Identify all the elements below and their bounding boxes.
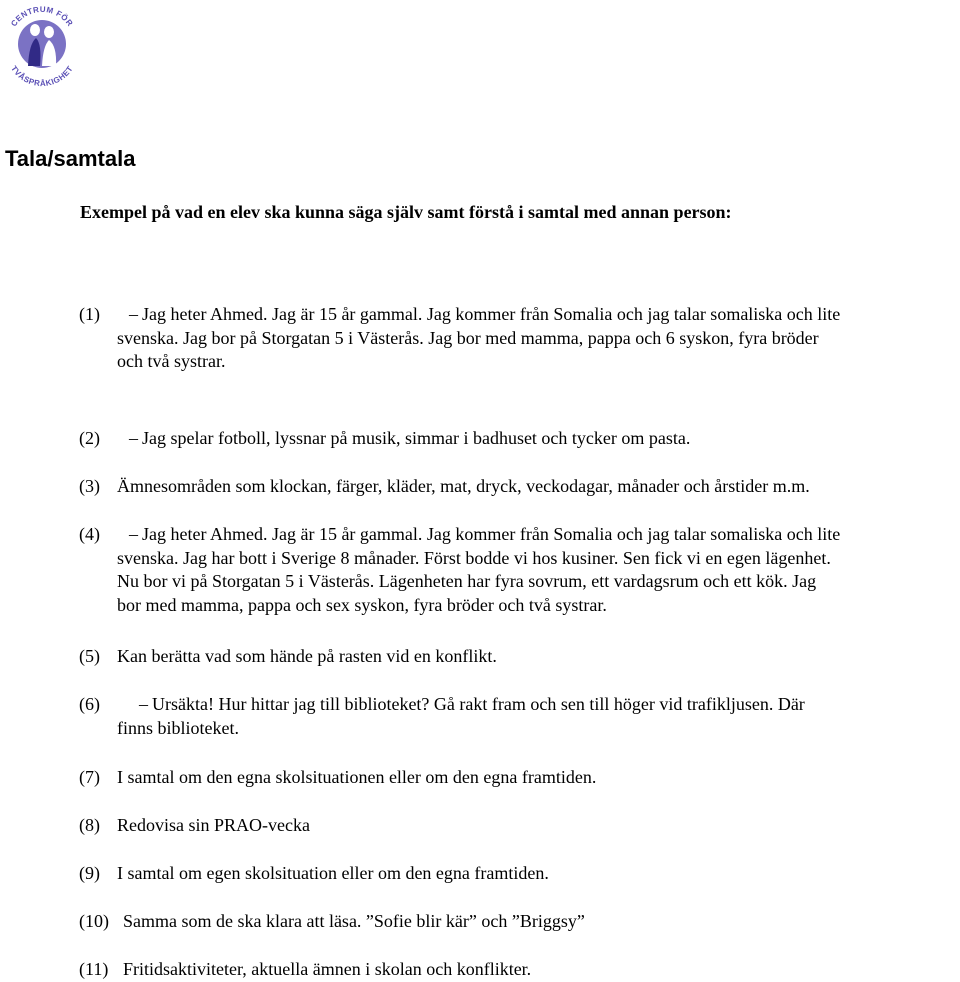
logo-circle [18,20,66,68]
item-number: (2) [79,428,100,448]
list-item [79,427,959,451]
item-dash: – [129,428,138,448]
item-number: (7) [79,767,100,787]
item-text-line [123,958,959,982]
list-item [79,475,959,499]
item-number: (8) [79,815,100,835]
item-text: Redovisa sin PRAO-vecka [117,815,310,835]
centrum-for-tvasprakighet-logo [2,0,82,96]
item-text-line [117,862,959,886]
item-text-line [117,766,959,790]
item-text-line [117,693,959,717]
item-number: (6) [79,694,100,714]
item-text-line [117,814,959,838]
item-text: Ursäkta! Hur hittar jag till biblioteket? Gå rakt fram och sen till höger vid trafikljusen. Där [152,694,805,714]
list-item [79,814,959,838]
list-item [79,303,959,374]
item-number: (9) [79,863,100,883]
page-subheading: Exempel på vad en elev ska kunna säga själv samt förstå i samtal med annan person: [80,202,732,222]
item-text: Jag spelar fotboll, lyssnar på musik, simmar i badhuset och tycker om pasta. [142,428,691,448]
item-text-line [117,547,959,571]
item-text: Kan berätta vad som hände på rasten vid en konflikt. [117,646,497,666]
item-text: och två systrar. [117,351,226,371]
list-item [79,958,959,982]
item-number: (1) [79,304,100,324]
item-number: (10) [79,911,109,931]
item-text: Samma som de ska klara att läsa. ”Sofie blir kär” och ”Briggsy” [123,911,585,931]
item-text-line [117,427,959,451]
item-text-line [117,327,959,351]
item-text: Ämnesområden som klockan, färger, kläder, mat, dryck, veckodagar, månader och årstider m.m. [117,476,810,496]
item-text: Fritidsaktiviteter, aktuella ämnen i skolan och konflikter. [123,959,532,979]
item-dash: – [129,304,138,324]
item-dash: – [139,694,148,714]
item-text-line [117,475,959,499]
item-text-line [117,717,959,741]
item-text-line [117,350,959,374]
item-number: (4) [79,524,100,544]
item-dash: – [129,524,138,544]
item-text: bor med mamma, pappa och sex syskon, fyra bröder och två systrar. [117,594,607,615]
item-text-line [117,645,959,669]
item-text: I samtal om den egna skolsituationen eller om den egna framtiden. [117,767,597,787]
page-heading: Tala/samtala [5,146,136,171]
list-item [79,645,959,669]
item-text: Nu bor vi på Storgatan 5 i Västerås. Lägenheten har fyra sovrum, ett vardagsrum och ett kök. Jag [117,571,817,591]
item-number: (3) [79,476,100,496]
item-text: svenska. Jag bor på Storgatan 5 i Västerås. Jag bor med mamma, pappa och 6 syskon, fyra bröder [117,327,819,348]
list-item [79,523,959,617]
item-text: finns biblioteket. [117,717,239,738]
item-text: Jag heter Ahmed. Jag är 15 år gammal. Jag kommer från Somalia och jag talar somaliska och lite [142,304,841,324]
item-text: I samtal om egen skolsituation eller om den egna framtiden. [117,863,549,883]
item-text: svenska. Jag har bott i Sverige 8 månader. Först bodde vi hos kusiner. Sen fick vi en egen lägenhet. [117,547,831,568]
list-item [79,693,959,740]
item-number: (5) [79,646,100,666]
item-text-line [117,594,959,618]
item-text-line [117,570,959,594]
list-item [79,910,959,934]
item-number: (11) [79,959,109,979]
svg-text:TVÅSPRÅKIGHET: TVÅSPRÅKIGHET [9,64,75,89]
item-text-line [117,523,959,547]
svg-text:CENTRUM FÖR: CENTRUM FÖR [9,4,75,29]
list-item [79,766,959,790]
item-text: Jag heter Ahmed. Jag är 15 år gammal. Jag kommer från Somalia och jag talar somaliska och lite [142,524,841,544]
item-text-line [117,303,959,327]
list-item [79,862,959,886]
item-text-line [123,910,959,934]
